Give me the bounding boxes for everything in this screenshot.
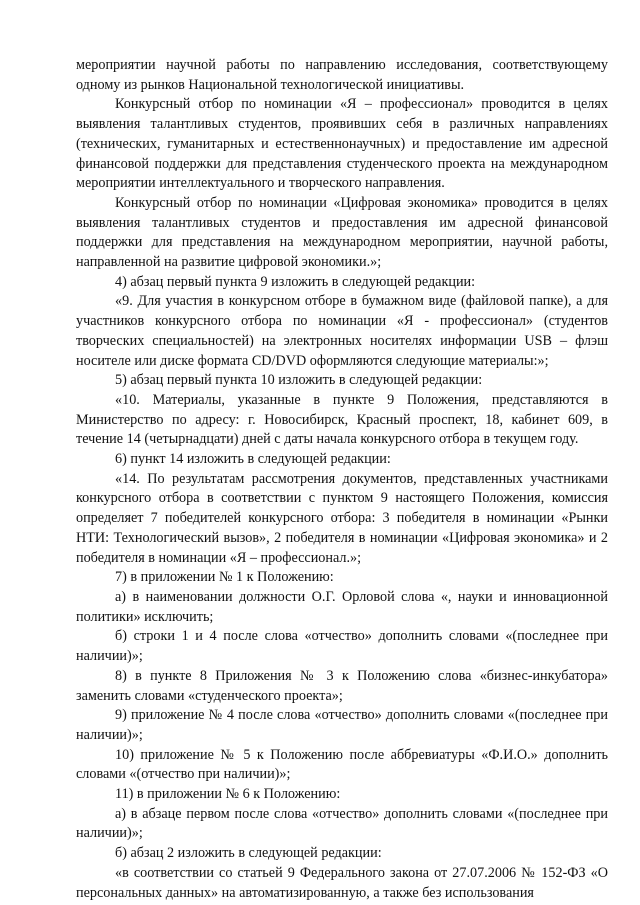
paragraph-item-7: 7) в приложении № 1 к Положению: <box>115 569 334 586</box>
paragraph-federal-law: «в соответствии со статьей 9 Федерального закона от 27.07.2006 № 152-ФЗ «О персональных данных» на автоматизированную, а также без использования <box>76 864 608 901</box>
paragraph-point-9: «9. Для участия в конкурсном отборе в бумажном виде (файловой папке), а для участников конкурсного отбора по номинации «Я - профессионал» (студентов творческих специальностей) на электронных носителях информации USB – флэш носителе или диске формата CD/DVD оформляются следующие материалы:»; <box>76 293 608 369</box>
paragraph-item-4: 4) абзац первый пункта 9 изложить в следующей редакции: <box>115 273 476 290</box>
paragraph-continuation: мероприятии научной работы по направлению исследования, соответствующему одному из рынков Национальной технологической инициативы. <box>76 57 608 93</box>
paragraph-item-11b: б) абзац 2 изложить в следующей редакции: <box>115 845 382 862</box>
paragraph-item-11: 11) в приложении № 6 к Положению: <box>115 786 341 803</box>
paragraph-point-14: «14. По результатам рассмотрения документов, представленных участниками конкурсного отбора в соответствии с пунктом 9 настоящего Положения, комиссия определяет 7 победителей конкурсного отбора: 3 победителя в номинации «Рынки НТИ: Технологический вызов», 2 победителя в номинации «Цифровая экономика» и 2 победителя в номинации «Я – профессионал.»; <box>76 470 608 566</box>
paragraph-item-6: 6) пункт 14 изложить в следующей редакции: <box>115 451 391 468</box>
paragraph-item-9: 9) приложение № 4 после слова «отчество» дополнить словами «(последнее при наличии)»; <box>76 707 608 743</box>
paragraph-professional-nomination: Конкурсный отбор по номинации «Я – профессионал» проводится в целях выявления талантливых студентов, проявивших себя в различных направлениях (технических, гуманитарных и естественнонаучных) и предоставление им адресной финансовой поддержки для представления студенческого проекта на международном мероприятии интеллектуального и творческого направления. <box>76 96 608 192</box>
paragraph-item-7a: а) в наименовании должности О.Г. Орловой слова «, науки и инновационной политики» исключить; <box>76 588 608 625</box>
paragraph-item-5: 5) абзац первый пункта 10 изложить в следующей редакции: <box>115 372 483 389</box>
paragraph-item-11a: а) в абзаце первом после слова «отчество» дополнить словами «(последнее при наличии)»; <box>76 805 608 842</box>
paragraph-item-10: 10) приложение № 5 к Положению после аббревиатуры «Ф.И.О.» дополнить словами «(отчество при наличии)»; <box>76 746 608 783</box>
paragraph-point-10: «10. Материалы, указанные в пункте 9 Положения, представляются в Министерство по адресу: г. Новосибирск, Красный проспект, 18, кабинет 609, в течение 14 (четырнадцати) дней с даты начала конкурсного отбора в текущем году. <box>76 391 608 448</box>
paragraph-digital-economy-nomination: Конкурсный отбор по номинации «Цифровая экономика» проводится в целях выявления талантливых студентов и предоставления им адресной финансовой поддержки для представления на международном мероприятии, научной работы, направленной на развитие цифровой экономики.»; <box>76 194 608 271</box>
paragraph-item-8: 8) в пункте 8 Приложения № 3 к Положению слова «бизнес-инкубатора» заменить словами «студенческого проекта»; <box>76 667 608 704</box>
paragraph-item-7b: б) строки 1 и 4 после слова «отчество» дополнить словами «(последнее при наличии)»; <box>76 628 608 665</box>
